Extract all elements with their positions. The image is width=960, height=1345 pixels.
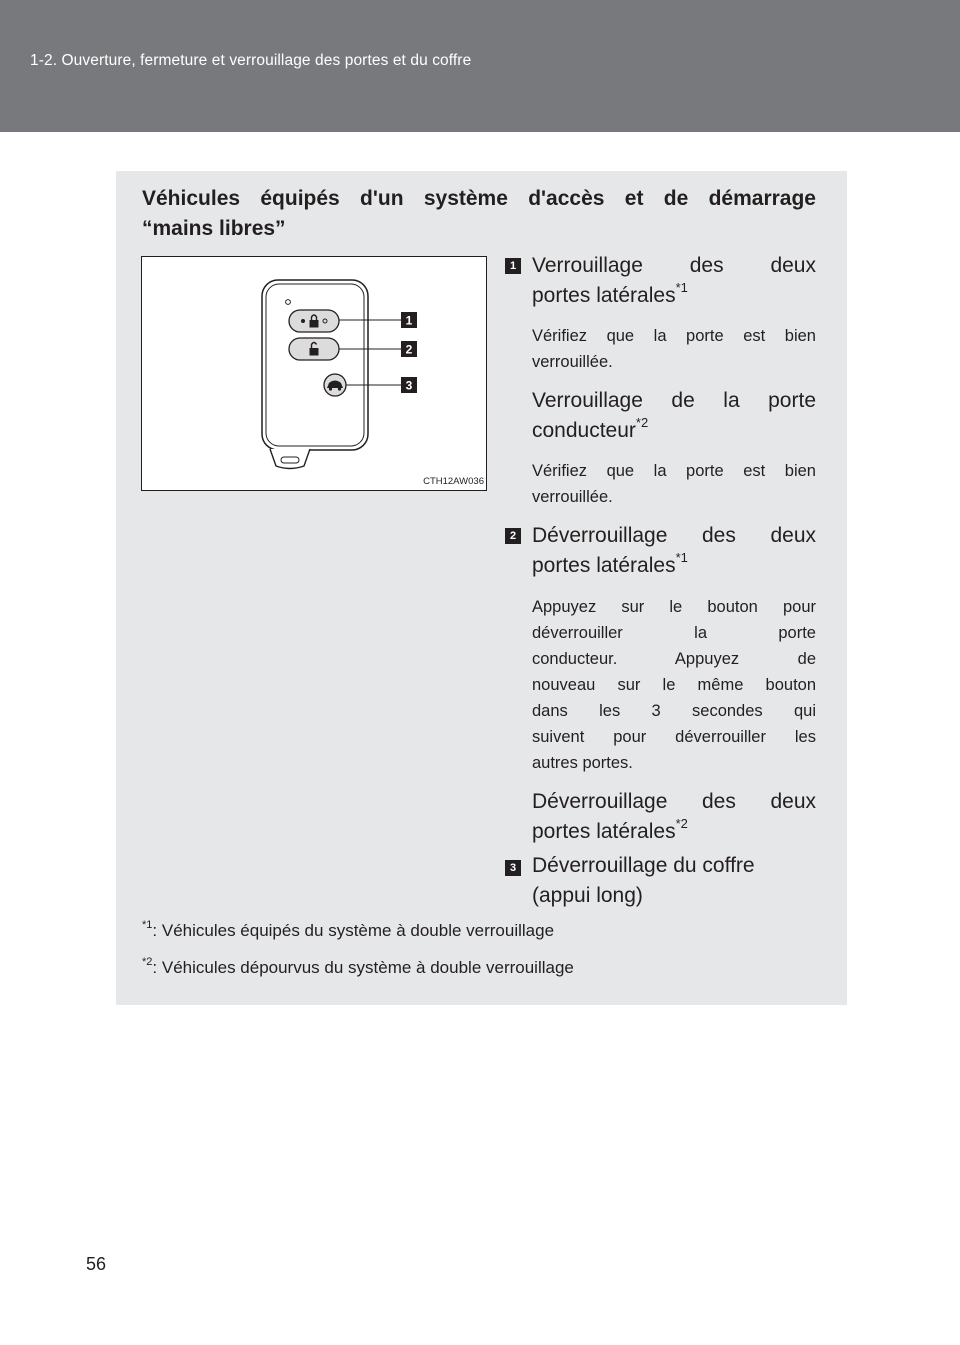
panel-title-line-1: Véhicules équipés d'un système d'accès et de démarrage bbox=[142, 187, 816, 210]
item-2-description-line: conducteur. Appuyez de bbox=[532, 650, 816, 668]
callout-3: 3 bbox=[405, 378, 413, 393]
item-2-heading-2-line-1: Déverrouillage des deux bbox=[532, 790, 816, 813]
item-2-heading-1-line-1: Déverrouillage des deux bbox=[532, 524, 816, 547]
footnote-2-mark: *2 bbox=[142, 956, 153, 969]
panel-title bbox=[142, 184, 816, 244]
item-2-heading-2-line-2: portes latérales bbox=[532, 820, 676, 843]
item-1-heading-2-line-2: conducteur bbox=[532, 419, 636, 442]
item-3-badge: 3 bbox=[505, 860, 521, 876]
item-2-description-line: déverrouiller la porte bbox=[532, 624, 816, 642]
lock-button bbox=[289, 310, 339, 332]
panel-title-line-2: “mains libres” bbox=[142, 217, 286, 240]
item-1-description-1-line-2: verrouillée. bbox=[532, 353, 613, 371]
page-number: 56 bbox=[86, 1254, 107, 1274]
item-3-heading bbox=[532, 851, 816, 911]
key-fob-figure bbox=[141, 256, 487, 491]
item-2-badge: 2 bbox=[505, 528, 521, 544]
item-1-heading-1-line-2: portes latérales bbox=[532, 284, 676, 307]
item-2-description-line: Appuyez sur le bouton pour bbox=[532, 598, 816, 616]
item-1-description-1-line-1: Vérifiez que la porte est bien bbox=[532, 327, 816, 345]
item-2-description-line: suivent pour déverrouiller les bbox=[532, 728, 816, 746]
callout-1: 1 bbox=[405, 313, 413, 328]
item-2-description-line: autres portes. bbox=[532, 754, 633, 772]
figure-code: CTH12AW036 bbox=[423, 476, 484, 487]
unlock-button bbox=[289, 338, 339, 360]
footnote-ref: *1 bbox=[675, 550, 688, 565]
item-2-heading-2 bbox=[532, 787, 816, 847]
item-1-heading-1-line-1: Verrouillage des deux bbox=[532, 254, 816, 277]
item-1-description-1 bbox=[532, 323, 816, 375]
item-2-description-line: dans les 3 secondes qui bbox=[532, 702, 816, 720]
trunk-button bbox=[324, 374, 346, 396]
page-header bbox=[0, 0, 960, 132]
item-2-heading-1-line-2: portes latérales bbox=[532, 554, 676, 577]
footnote-1 bbox=[142, 921, 554, 941]
item-3-heading-line-1: Déverrouillage du coffre bbox=[532, 854, 755, 877]
footnote-ref: *1 bbox=[675, 280, 688, 295]
item-2-description-line: nouveau sur le même bouton bbox=[532, 676, 816, 694]
item-1-description-2-line-2: verrouillée. bbox=[532, 488, 613, 506]
section-title: 1-2. Ouverture, fermeture et verrouillage des portes et du coffre bbox=[30, 52, 472, 69]
item-1-description-2 bbox=[532, 458, 816, 510]
footnote-2-text: : Véhicules dépourvus du système à double verrouillage bbox=[152, 958, 574, 977]
footnote-2 bbox=[142, 958, 574, 978]
footnote-ref: *2 bbox=[635, 415, 649, 430]
item-1-badge: 1 bbox=[505, 258, 521, 274]
footnote-1-text: : Véhicules équipés du système à double verrouillage bbox=[152, 921, 555, 940]
footnote-ref: *2 bbox=[675, 816, 688, 831]
item-1-heading-2 bbox=[532, 386, 816, 446]
item-1-heading-2-line-1: Verrouillage de la porte bbox=[532, 389, 816, 412]
callout-2: 2 bbox=[405, 342, 413, 357]
item-2-heading-1 bbox=[532, 521, 816, 581]
footnote-1-mark: *1 bbox=[142, 919, 153, 932]
key-fob-illustration bbox=[142, 257, 486, 490]
item-1-description-2-line-1: Vérifiez que la porte est bien bbox=[532, 462, 816, 480]
item-2-description bbox=[532, 594, 816, 776]
item-3-heading-line-2: (appui long) bbox=[532, 884, 643, 907]
item-1-heading-1 bbox=[532, 251, 816, 311]
